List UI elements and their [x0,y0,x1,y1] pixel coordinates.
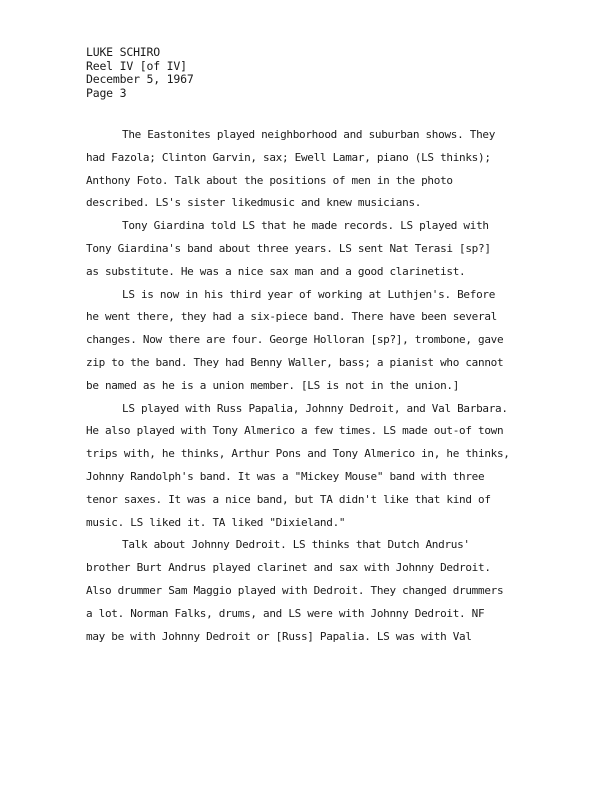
interviewee-name: LUKE SCHIRO [86,45,160,59]
page-number: Page 3 [86,85,127,100]
text-line: had Fazola; Clinton Garvin, sax; Ewell Lamar, piano (LS thinks); [86,150,491,164]
text-line: Tony Giardina told LS that he made records. LS played with [122,219,489,233]
text-line: he went there, they had a six-piece band. There have been several [86,310,497,324]
transcript-body [86,124,586,648]
text-line: He also played with Tony Almerico a few times. LS made out-of town [86,424,504,438]
text-line: tenor saxes. It was a nice band, but TA didn't like that kind of [86,492,491,506]
text-line: zip to the band. They had Benny Waller, bass; a pianist who cannot [86,355,504,369]
text-line: trips with, he thinks, Arthur Pons and Tony Almerico in, he thinks, [86,447,510,461]
interview-date: December 5, 1967 [86,72,194,86]
reel-number: Reel IV [of IV] [86,58,187,73]
text-line: LS played with Russ Papalia, Johnny Dedroit, and Val Barbara. [122,401,508,415]
text-line: changes. Now there are four. George Holloran [sp?], trombone, gave [86,333,504,347]
text-line: music. LS liked it. TA liked "Dixieland." [86,515,346,529]
text-line: as substitute. He was a nice sax man and a good clarinetist. [86,264,466,278]
text-line: brother Burt Andrus played clarinet and sax with Johnny Dedroit. [86,561,491,575]
text-line: Tony Giardina's band about three years. LS sent Nat Terasi [sp?] [86,241,491,255]
text-line: Talk about Johnny Dedroit. LS thinks that Dutch Andrus' [122,538,470,552]
text-line: Johnny Randolph's band. It was a "Mickey Mouse" band with three [86,469,485,483]
text-line: may be with Johnny Dedroit or [Russ] Papalia. LS was with Val [86,629,472,643]
text-line: described. LS's sister likedmusic and knew musicians. [86,196,422,210]
text-line: Anthony Foto. Talk about the positions of men in the photo [86,173,453,187]
text-line: Also drummer Sam Maggio played with Dedroit. They changed drummers [86,583,504,597]
text-line: a lot. Norman Falks, drums, and LS were with Johnny Dedroit. NF [86,606,485,620]
text-line: LS is now in his third year of working at Luthjen's. Before [122,287,496,301]
text-line: be named as he is a union member. [LS is not in the union.] [86,378,460,392]
text-line: The Eastonites played neighborhood and suburban shows. They [122,128,496,141]
document-header [86,46,194,100]
